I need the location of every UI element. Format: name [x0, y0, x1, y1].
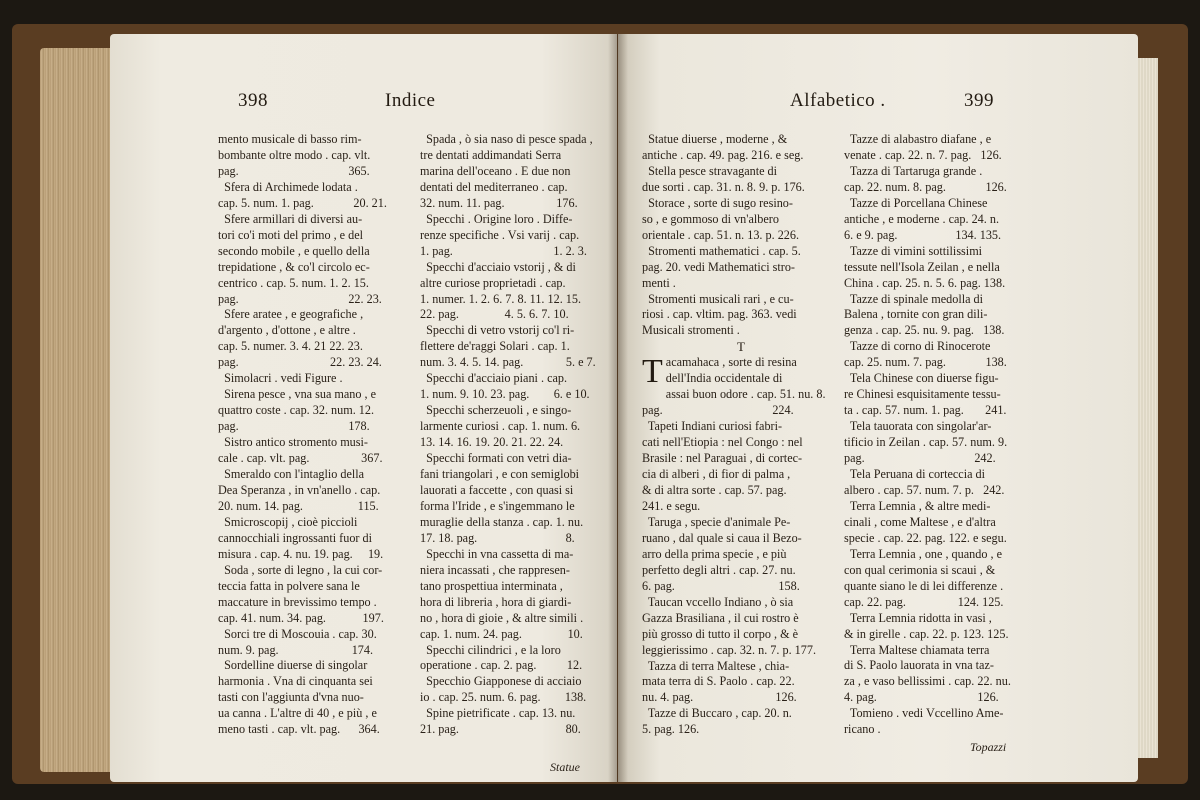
index-line: 22. pag. 4. 5. 6. 7. 10. — [420, 307, 569, 322]
index-line: con qual cerimonia si scaui , & — [844, 562, 996, 577]
index-line: 241. e segu. — [642, 498, 701, 513]
index-line: 5. pag. 126. — [642, 722, 700, 737]
index-line: & in girelle . cap. 22. p. 123. 125. — [844, 626, 1009, 641]
index-line: d'argento , d'ottone , e altre . — [218, 323, 356, 338]
open-book — [12, 18, 1188, 788]
index-line: 21. pag. 80. — [420, 722, 581, 737]
index-line: tano prospettiua interminata , — [420, 578, 563, 593]
index-line: albero . cap. 57. num. 7. p. 242. — [844, 482, 1005, 497]
index-line: num. 9. pag. 174. — [218, 642, 374, 657]
index-line: niera incassati , che rappresen- — [420, 562, 570, 577]
index-line: Terra Lemnia ridotta in vasi , — [844, 610, 992, 625]
index-line: teccia fatta in polvere sana le — [218, 578, 360, 593]
index-line: Tazze di spinale medolla di — [844, 291, 984, 306]
index-line: so , e gommoso di vn'albero — [642, 211, 779, 226]
index-line: ricano . — [844, 722, 881, 737]
index-line: no , hora di gioie , & altre simili . — [420, 610, 584, 625]
index-line: venate . cap. 22. n. 7. pag. 126. — [844, 147, 1002, 162]
index-line: 6. pag. 158. — [642, 578, 800, 593]
index-line: operatione . cap. 2. pag. 12. — [420, 658, 583, 673]
index-line: pag. 178. — [218, 419, 370, 434]
index-line: lauorati a faccette , con quasi si — [420, 482, 574, 497]
index-line: bombante oltre modo . cap. vlt. — [218, 147, 371, 162]
left-running-title: Indice — [385, 90, 436, 111]
index-line: Smicroscopij , cioè piccioli — [218, 514, 358, 529]
index-line: larmente curiosi . cap. 1. num. 6. — [420, 419, 581, 434]
index-line: cia di alberi , di fior di palma , — [642, 467, 791, 482]
index-line: Tela Chinese con diuerse figu- — [844, 371, 999, 386]
index-line: cap. 22. num. 8. pag. 126. — [844, 179, 1007, 194]
index-line: assai buon odore . cap. 51. nu. 8. — [665, 387, 826, 402]
index-line: cap. 5. num. 1. pag. 20. 21. — [218, 195, 387, 210]
section-letter: T — [737, 339, 745, 355]
index-line: 32. num. 11. pag. 176. — [420, 195, 578, 210]
drop-cap: T — [642, 353, 663, 391]
index-line: quattro coste . cap. 32. num. 12. — [218, 403, 375, 418]
index-line: Tazze di corno di Rinocerote — [844, 339, 991, 354]
index-line: Specchi d'acciaio piani . cap. — [420, 371, 568, 386]
index-line: ua canna . L'altre di 40 , e più , e — [218, 706, 377, 721]
index-line: Tazza di terra Maltese , chia- — [642, 658, 790, 673]
index-line: Stella pesce stravagante di — [642, 163, 778, 178]
index-line: Dea Speranza , in vn'anello . cap. — [218, 482, 381, 497]
index-line: due sorti . cap. 31. n. 8. 9. p. 176. — [642, 179, 805, 194]
index-line: pag. 242. — [844, 451, 996, 466]
index-line: 13. 14. 16. 19. 20. 21. 22. 24. — [420, 435, 564, 450]
index-line: io . cap. 25. num. 6. pag. 138. — [420, 690, 587, 705]
index-line: Stromenti musicali rari , e cu- — [642, 291, 794, 306]
index-line: centrico . cap. 5. num. 1. 2. 15. — [218, 275, 369, 290]
index-line: Brasile : nel Paraguai , di cortec- — [642, 451, 803, 466]
index-line: Specchi cilindrici , e la loro — [420, 642, 561, 657]
index-line: cannocchiali ingrossanti fuor di — [218, 530, 372, 545]
index-line: Specchi formati con vetri dia- — [420, 451, 572, 466]
index-line: 4. pag. 126. — [844, 690, 999, 705]
right-catchword: Topazzi — [970, 740, 1007, 754]
index-line: antiche , e moderne . cap. 24. n. — [844, 211, 999, 226]
index-line: orientale . cap. 51. n. 13. p. 226. — [642, 227, 800, 242]
index-line: cap. 5. numer. 3. 4. 21 22. 23. — [218, 339, 363, 354]
index-line: nu. 4. pag. 126. — [642, 690, 797, 705]
index-line: pag. 22. 23. 24. — [218, 355, 382, 370]
left-page — [110, 34, 617, 782]
index-line: cap. 22. pag. 124. 125. — [844, 594, 1004, 609]
index-line: Spada , ò sia naso di pesce spada , — [420, 132, 593, 146]
index-line: & di altra sorte . cap. 57. pag. — [642, 483, 787, 498]
index-line: pag. 224. — [642, 403, 794, 418]
index-line: Specchi . Origine loro . Diffe- — [420, 211, 573, 226]
index-line: harmonia . Vna di cinquanta sei — [218, 674, 373, 689]
index-line: Terra Lemnia , & altre medi- — [844, 498, 991, 513]
index-line: fani triangolari , e con semiglobi — [420, 467, 580, 482]
index-line: Sfera di Archimede lodata . — [218, 179, 358, 194]
index-line: Balena , tornite con gran dili- — [844, 307, 988, 322]
index-line: Sistro antico stromento musi- — [218, 435, 368, 450]
index-line: Specchi di vetro vstorij co'l ri- — [420, 323, 575, 338]
index-line: Musicali stromenti . — [642, 323, 740, 338]
index-line: Specchi d'acciaio vstorij , & di — [420, 259, 576, 274]
index-line: 6. e 9. pag. 134. 135. — [844, 227, 1002, 242]
left-column-2 — [420, 132, 617, 738]
left-page-number: 398 — [238, 90, 268, 111]
index-line: mento musicale di basso rim- — [218, 132, 362, 146]
index-line: Sirena pesce , vna sua mano , e — [218, 387, 377, 402]
index-line: num. 3. 4. 5. 14. pag. 5. e 7. — [420, 355, 596, 370]
right-page — [618, 34, 1138, 782]
index-line: Tazze di Buccaro , cap. 20. n. — [642, 706, 792, 721]
index-line: cap. 25. num. 7. pag. 138. — [844, 355, 1007, 370]
index-line: 1. num. 9. 10. 23. pag. 6. e 10. — [420, 387, 590, 402]
index-line: altre curiose proprietadi . cap. — [420, 275, 566, 290]
index-line: acamahaca , sorte di resina — [665, 355, 797, 370]
index-line: Tapeti Indiani curiosi fabri- — [642, 419, 783, 434]
index-line: di S. Paolo lauorata in vna taz- — [844, 658, 994, 673]
book-gutter — [608, 34, 628, 782]
index-line: Taucan vccello Indiano , ò sia — [642, 594, 794, 609]
index-line: za , e vaso bellissimi . cap. 22. nu. — [844, 674, 1011, 689]
index-line: China . cap. 25. n. 5. 6. pag. 138. — [844, 275, 1006, 290]
index-line: Simolacri . vedi Figure . — [218, 371, 343, 386]
index-line: forma l'Iride , e s'ingemmano le — [420, 498, 575, 513]
index-line: cap. 1. num. 24. pag. 10. — [420, 626, 583, 641]
index-line: cati nell'Etiopia : nel Congo : nel — [642, 435, 803, 450]
index-line: leggierissimo . cap. 32. n. 7. p. 177. — [642, 642, 816, 657]
index-line: dentati del mediterraneo . cap. — [420, 179, 568, 194]
index-line: tre dentati addimandati Serra — [420, 147, 562, 162]
index-line: Specchio Giapponese di acciaio — [420, 674, 582, 689]
index-line: perfetto degli altri . cap. 27. nu. — [642, 562, 796, 577]
index-line: antiche . cap. 49. pag. 216. e seg. — [642, 147, 804, 162]
index-line: più grosso di tutto il corpo , & è — [642, 626, 799, 641]
index-line: Soda , sorte di legno , la cui cor- — [218, 562, 383, 577]
left-catchword: Statue — [550, 760, 580, 774]
index-line: pag. 365. — [218, 163, 370, 178]
index-line: Taruga , specie d'animale Pe- — [642, 514, 791, 529]
index-line: 1. numer. 1. 2. 6. 7. 8. 11. 12. 15. — [420, 291, 582, 306]
index-line: Tela Peruana di corteccia di — [844, 467, 986, 482]
index-line: Storace , sorte di sugo resino- — [642, 195, 793, 210]
index-line: Sfere armillari di diversi au- — [218, 211, 363, 226]
index-line: renze specifiche . Vsi varij . cap. — [420, 227, 580, 242]
index-line: Sorci tre di Moscouia . cap. 30. — [218, 626, 377, 641]
index-line: pag. 20. vedi Mathematici stro- — [642, 259, 795, 274]
index-line: 1. pag. 1. 2. 3. — [420, 243, 587, 258]
index-line: tasti con l'aggiunta d'vna nuo- — [218, 690, 364, 705]
index-line: trepidatione , & co'l circolo ec- — [218, 259, 370, 274]
index-line: ruano , dal quale si caua il Bezo- — [642, 530, 802, 545]
index-line: Tazze di alabastro diafane , e — [844, 132, 992, 146]
index-line: riosi . cap. vltim. pag. 363. vedi — [642, 307, 797, 322]
index-line: Statue diuerse , moderne , & — [642, 132, 788, 146]
index-line: Specchi scherzeuoli , e singo- — [420, 403, 572, 418]
index-line: dell'India occidentale di — [665, 371, 783, 386]
index-line: re Chinesi esquisitamente tessu- — [844, 387, 1001, 402]
index-line: cap. 41. num. 34. pag. 197. — [218, 610, 384, 625]
index-line: muraglie della stanza . cap. 1. nu. — [420, 514, 584, 529]
index-line: secondo mobile , e quello della — [218, 243, 370, 258]
right-running-title: Alfabetico . — [790, 90, 886, 111]
index-line: Tomieno . vedi Vccellino Ame- — [844, 706, 1004, 721]
index-line: tori co'i moti del primo , e del — [218, 227, 364, 242]
index-line: Sfere aratee , e geografiche , — [218, 307, 364, 322]
index-line: Sordelline diuerse di singolar — [218, 658, 368, 673]
index-line: arro della prima specie , e più — [642, 546, 787, 561]
right-column-1 — [642, 132, 840, 738]
index-line: Terra Lemnia , one , quando , e — [844, 546, 1002, 561]
index-line: Stromenti mathematici . cap. 5. — [642, 243, 801, 258]
index-line: tificio in Zeilan . cap. 57. num. 9. — [844, 435, 1008, 450]
index-line: Terra Maltese chiamata terra — [844, 642, 990, 657]
index-line: maccature in brevissimo tempo . — [218, 594, 377, 609]
index-line: cale . cap. vlt. pag. 367. — [218, 451, 383, 466]
index-line: Tazza di Tartaruga grande . — [844, 163, 983, 178]
index-line: Tazze di vimini sottilissimi — [844, 243, 983, 258]
index-line: marina dell'oceano . E due non — [420, 163, 571, 178]
index-line: genza . cap. 25. nu. 9. pag. 138. — [844, 323, 1005, 338]
index-line: Tela tauorata con singolar'ar- — [844, 419, 992, 434]
index-line: menti . — [642, 275, 676, 290]
right-column-2 — [844, 132, 1036, 738]
index-line: 20. num. 14. pag. 115. — [218, 498, 379, 513]
index-line: hora di libreria , hora di giardi- — [420, 594, 572, 609]
index-line: Smeraldo con l'intaglio della — [218, 467, 365, 482]
index-line: Tazze di Porcellana Chinese — [844, 195, 988, 210]
page-edges-right — [1136, 58, 1158, 758]
index-line: tessute nell'Isola Zeilan , e nella — [844, 259, 1000, 274]
index-line: Spine pietrificate . cap. 13. nu. — [420, 706, 576, 721]
index-line: pag. 22. 23. — [218, 291, 382, 306]
index-line: specie . cap. 22. pag. 122. e segu. — [844, 530, 1007, 545]
index-line: mata terra di S. Paolo . cap. 22. — [642, 674, 795, 689]
left-column-1 — [218, 132, 416, 738]
index-line: 17. 18. pag. 8. — [420, 530, 575, 545]
index-line: cinali , come Maltese , e d'altra — [844, 514, 996, 529]
index-line: meno tasti . cap. vlt. pag. 364. — [218, 722, 380, 737]
index-line: ta . cap. 57. num. 1. pag. 241. — [844, 403, 1007, 418]
index-line: Gazza Brasiliana , il cui rostro è — [642, 610, 799, 625]
index-line: quante siano le di lei differenze . — [844, 578, 1004, 593]
index-line: Specchi in vna cassetta di ma- — [420, 546, 574, 561]
right-page-number: 399 — [964, 90, 994, 111]
index-line: flettere de'raggi Solari . cap. 1. — [420, 339, 570, 354]
index-line: misura . cap. 4. nu. 19. pag. 19. — [218, 546, 384, 561]
